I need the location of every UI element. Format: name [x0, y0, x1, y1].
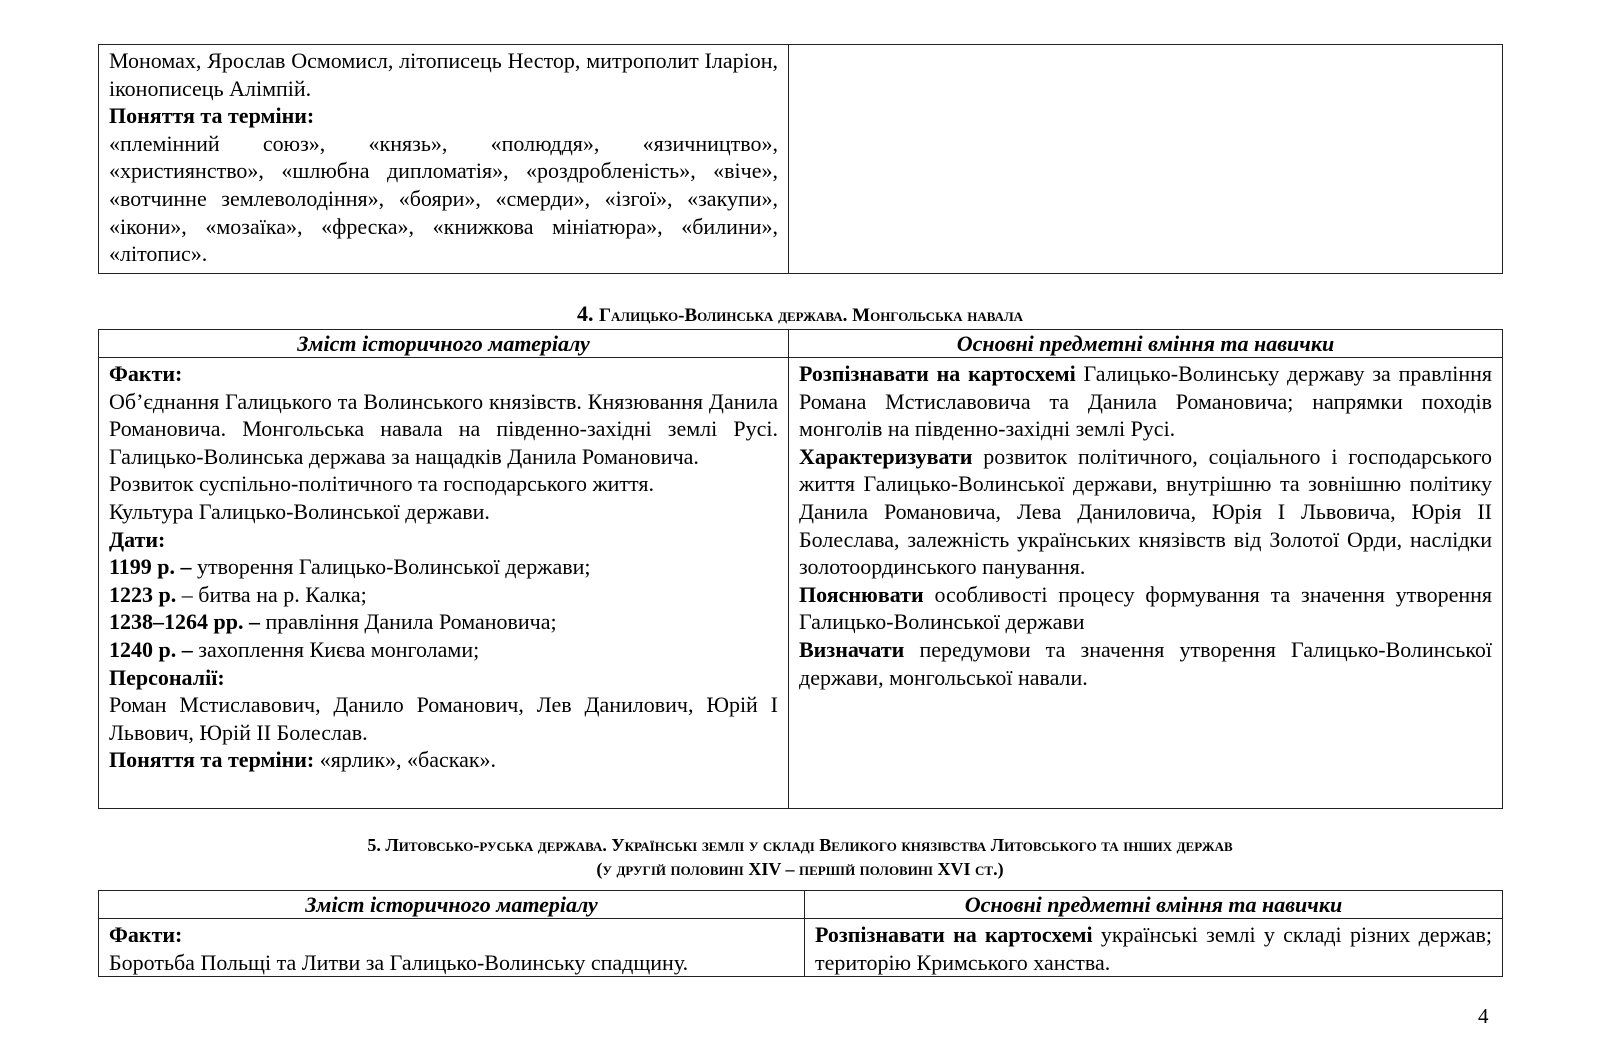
facts-text: Боротьба Польщі та Литви за Галицько-Волинську спадщину. [109, 949, 689, 975]
skill-item: Характеризувати розвиток політичного, соціального і господарського життя Галицько-Волинської держави, внутрішню та зовнішню політику Данила Романовича, Лева Даниловича, Юрія І Львовича, Юрія ІІ Болеслава, залежність українських князівств від Золотої Орди, наслідки золотоординського панування. [799, 443, 1492, 580]
col-header-content: Зміст історичного матеріалу [99, 330, 789, 358]
persons-text: Роман Мстиславович, Данило Романович, Лев Данилович, Юрій І Львович, Юрій ІІ Болеслав. [109, 692, 778, 745]
section5-title-line2: (у другій половині XIV – першій половині XVI ст.) [596, 859, 1004, 879]
persons-heading: Персоналії: [109, 664, 225, 690]
facts-line: Культура Галицько-Волинської держави. [109, 498, 490, 524]
persons-continued: Мономах, Ярослав Осмомисл, літописець Нестор, митрополит Іларіон, іконописець Алімпій. [109, 48, 778, 101]
date-item: 1238–1264 рр. – правління Данила Романовича; [109, 609, 557, 635]
col-header-content: Зміст історичного матеріалу [99, 891, 805, 919]
terms-list: «племінний союз», «князь», «полюддя», «язичництво», «християнство», «шлюбна дипломатія», «роздробленість», «віче», «вотчинне землеволодіння», «бояри», «смерди», «ізгої», «закупи», «ікони», «мозаїка», «фреска», «книжкова мініатюра», «билини», «літопис». [109, 130, 778, 267]
table1-right-cell [789, 45, 1503, 274]
table-continuation [98, 44, 1503, 274]
section5-content-cell [99, 919, 805, 977]
table1-left-cell [99, 45, 789, 274]
facts-heading: Факти: [109, 361, 183, 386]
date-item: 1199 р. – утворення Галицько-Волинської держави; [109, 554, 591, 580]
dates-heading: Дати: [109, 526, 166, 552]
facts-line: Розвиток суспільно-політичного та господарського життя. [109, 471, 654, 497]
skill-item: Пояснювати особливості процесу формування та значення утворення Галицько-Волинської держави [799, 581, 1492, 635]
terms-heading: Поняття та терміни: [109, 747, 315, 773]
page-number: 4 [1478, 1004, 1489, 1028]
facts-heading: Факти: [109, 922, 183, 947]
section5-title [98, 833, 1502, 881]
date-item: 1240 р. – захоплення Києва монголами; [109, 636, 480, 662]
section5-table [98, 890, 1503, 977]
skill-item: Розпізнавати на картосхемі Галицько-Волинську державу за правління Романа Мстиславовича та Данила Романовича; напрямки походів монголів на південно-західні землі Русі. [799, 361, 1493, 442]
section5-skills-cell [805, 919, 1503, 977]
date-item: 1223 р. – битва на р. Калка; [109, 581, 367, 607]
section4-skills-cell [789, 358, 1503, 809]
terms-text: «ярлик», «баскак». [314, 747, 497, 773]
section4-table [98, 329, 1503, 809]
terms-heading: Поняття та терміни: [109, 103, 315, 129]
col-header-skills: Основні предметні вміння та навички [805, 891, 1503, 919]
section4-title: 4. Галицько-Волинська держава. Монгольська навала [576, 301, 1024, 326]
section5-title-line1: 5. Литовсько-руська держава. Українські землі у складі Великого князівства Литовського та інших держав [367, 835, 1233, 855]
skill-item: Визначати передумови та значення утворення Галицько-Волинської держави, монгольської навали. [799, 636, 1492, 690]
skill-verb: Розпізнавати на картосхемі [815, 922, 1093, 947]
col-header-skills: Основні предметні вміння та навички [789, 330, 1503, 358]
skill-text: українські землі у складі різних держав; територію Кримського ханства. [815, 922, 1492, 975]
facts-text: Об’єднання Галицького та Волинського князівств. Князювання Данила Романовича. Монгольська навала на південно-західні землі Русі. Галицько-Волинська держава за нащадків Данила Романовича. [109, 388, 778, 469]
section4-content-cell [99, 358, 789, 809]
